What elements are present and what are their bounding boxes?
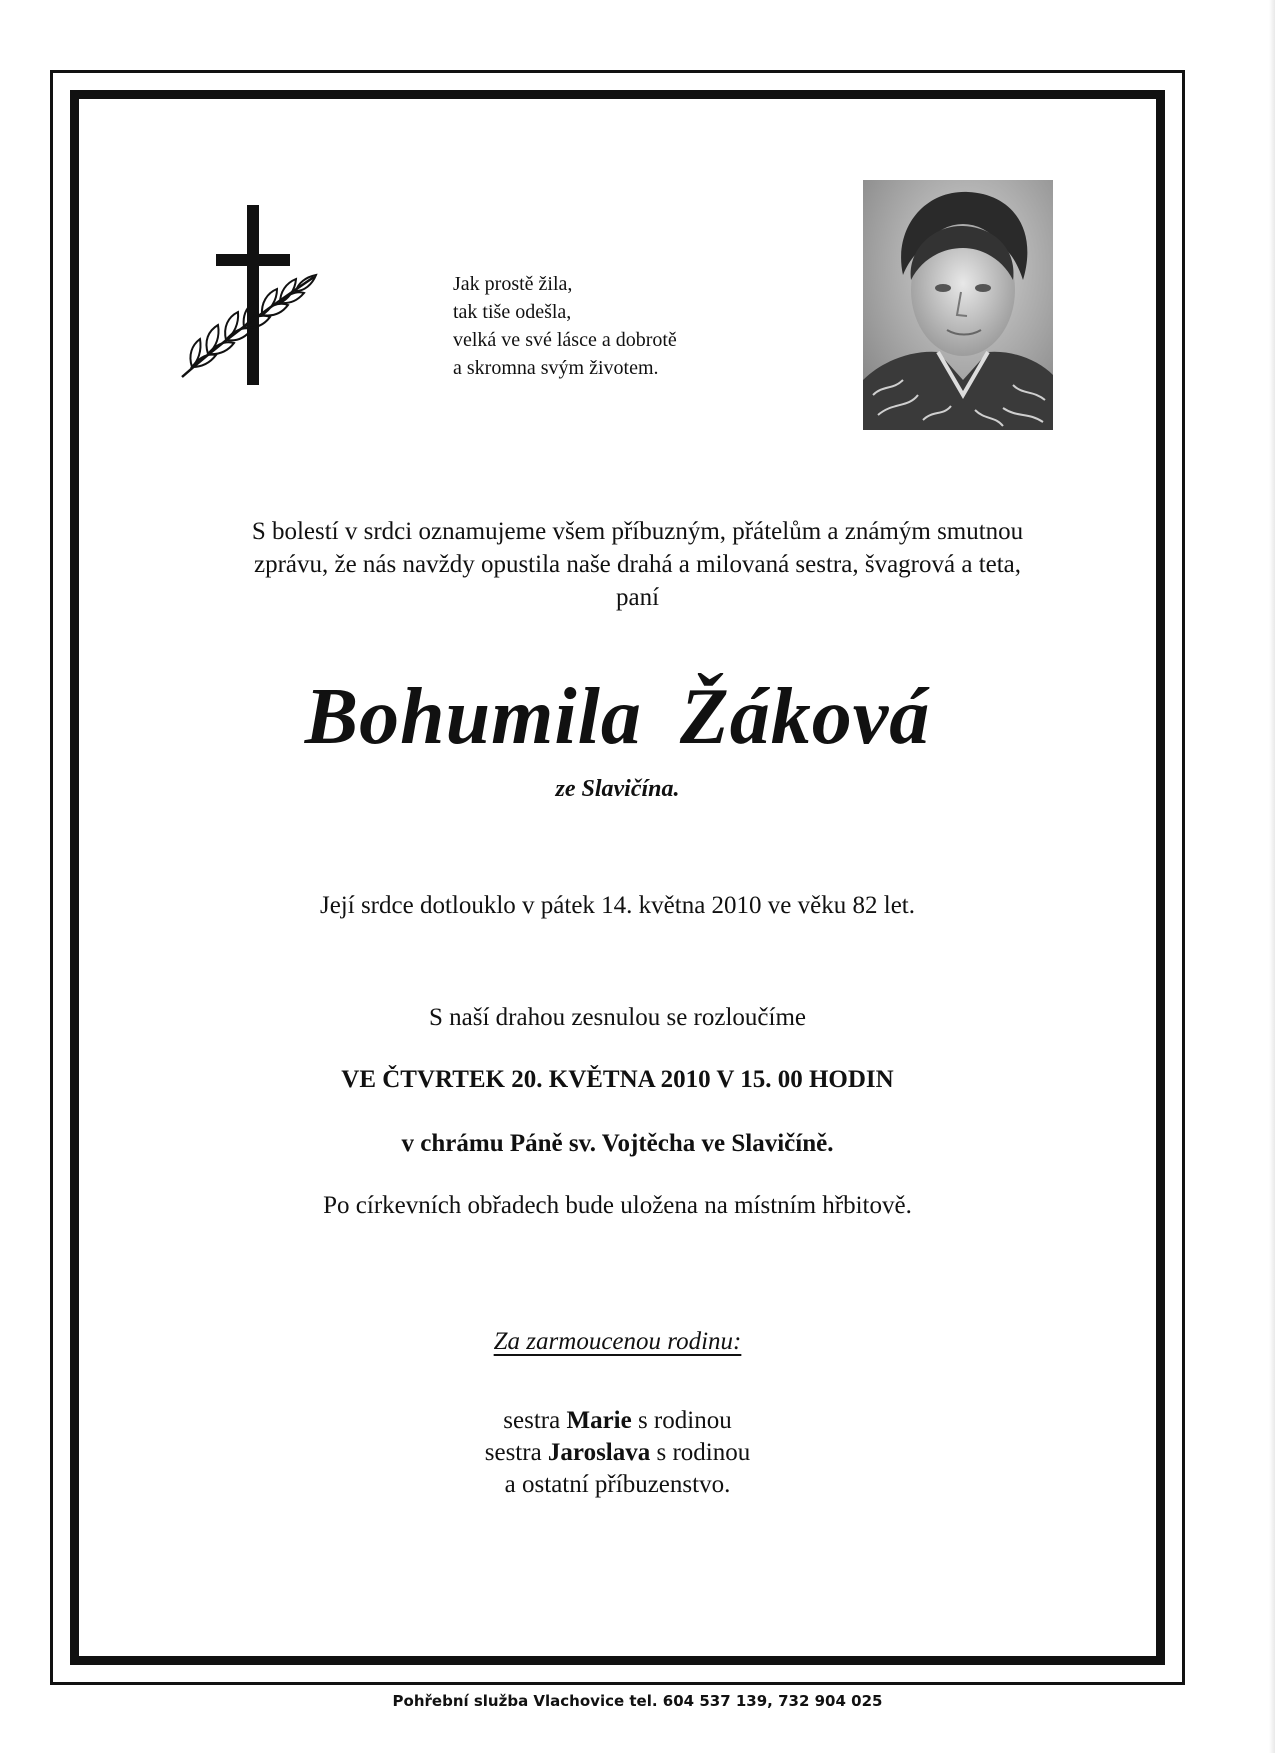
verse-line: Jak prostě žila,: [453, 273, 573, 295]
deceased-origin: ze Slavičína.: [555, 776, 680, 802]
scan-edge: [1269, 0, 1275, 1753]
family-title: Za zarmoucenou rodinu:: [493, 1328, 742, 1355]
announcement-line: zprávu, že nás navždy opustila naše drahá a milovaná sestra, švagrová a teta,: [253, 551, 1022, 578]
funeral-service-footer: Pohřební služba Vlachovice tel. 604 537 139, 732 904 025: [392, 1692, 883, 1710]
family-member: sestra Jaroslava s rodinou: [484, 1439, 751, 1466]
family-list: [100, 1405, 1135, 1501]
memorial-verse: [453, 270, 677, 382]
family-member: sestra Marie s rodinou: [503, 1407, 732, 1434]
death-notice: Její srdce dotlouklo v pátek 14. května 2010 ve věku 82 let.: [319, 892, 915, 919]
verse-line: tak tiše odešla,: [453, 301, 572, 323]
verse-line: velká ve své lásce a dobrotě: [453, 329, 677, 351]
burial-note: Po církevních obřadech bude uložena na místním hřbitově.: [323, 1192, 912, 1219]
farewell-place: v chrámu Páně sv. Vojtěcha ve Slavičíně.: [401, 1130, 834, 1157]
verse-line: a skromna svým životem.: [453, 357, 659, 379]
announcement-line: paní: [615, 584, 660, 611]
deceased-first-name: Bohumila: [304, 673, 642, 761]
farewell-datetime: VE ČTVRTEK 20. KVĚTNA 2010 V 15. 00 HODIN: [341, 1066, 894, 1093]
announcement-text: [150, 515, 1125, 614]
deceased-last-name: Žáková: [679, 673, 931, 761]
deceased-name: [100, 672, 1135, 762]
cross-icon: [178, 205, 328, 395]
portrait-photo: [863, 180, 1053, 430]
farewell-intro: S naší drahou zesnulou se rozloučíme: [429, 1004, 806, 1031]
family-closing: a ostatní příbuzenstvo.: [504, 1471, 731, 1498]
announcement-line: S bolestí v srdci oznamujeme všem příbuzným, přátelům a známým smutnou: [251, 518, 1024, 545]
